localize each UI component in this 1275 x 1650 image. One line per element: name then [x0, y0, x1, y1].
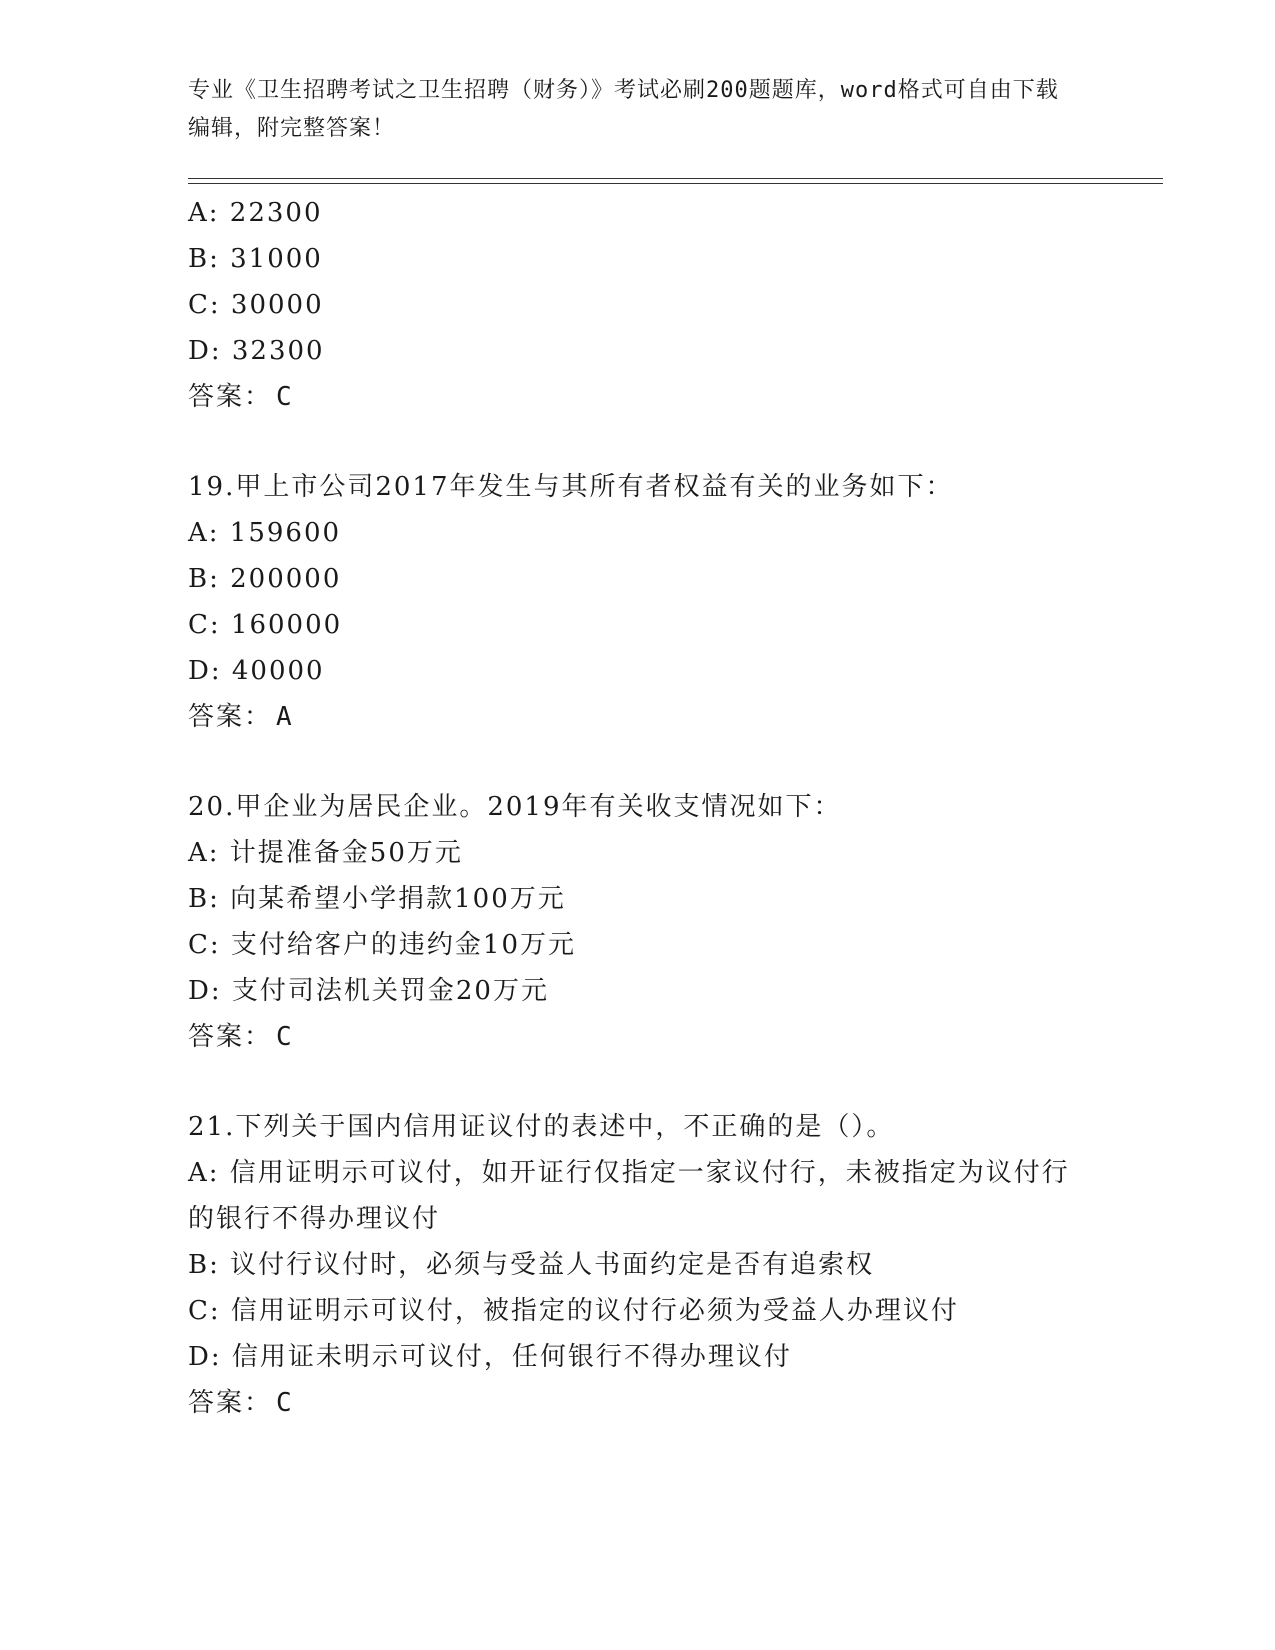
- question-18: [188, 190, 1088, 420]
- spacer: [188, 1060, 1088, 1104]
- option-b: B: 议付行议付时，必须与受益人书面约定是否有追索权: [188, 1250, 875, 1280]
- option-d: D: 40000: [188, 656, 325, 686]
- option-b: B: 200000: [188, 564, 342, 594]
- answer-value: C: [276, 1022, 294, 1052]
- option-d: D: 32300: [188, 336, 325, 366]
- option-a: A: 159600: [188, 518, 342, 548]
- header-rule-top: [188, 178, 1163, 179]
- answer-line: [188, 1380, 1088, 1426]
- question-text: 21.下列关于国内信用证议付的表述中，不正确的是（）。: [188, 1112, 895, 1142]
- option-b: B: 31000: [188, 244, 323, 274]
- header-rule-bottom: [188, 183, 1163, 184]
- answer-value: C: [276, 382, 294, 412]
- answer-line: [188, 1014, 1088, 1060]
- option-a: A: 22300: [188, 198, 323, 228]
- option-c: C: 支付给客户的违约金10万元: [188, 930, 577, 960]
- option-c: C: 160000: [188, 610, 343, 640]
- question-20: [188, 784, 1088, 1060]
- answer-label: 答案：: [188, 1022, 273, 1052]
- spacer: [188, 420, 1088, 464]
- answer-value: C: [276, 1388, 294, 1418]
- question-21: [188, 1104, 1088, 1426]
- option-b: B: 向某希望小学捐款100万元: [188, 884, 566, 914]
- document-header: 专业《卫生招聘考试之卫生招聘（财务）》考试必刷200题题库，word格式可自由下载编辑，附完整答案！: [188, 78, 1059, 141]
- question-text: 20.甲企业为居民企业。2019年有关收支情况如下：: [188, 792, 842, 822]
- option-c: C: 30000: [188, 290, 324, 320]
- answer-value: A: [276, 702, 294, 732]
- spacer: [188, 740, 1088, 784]
- option-a: A: 信用证明示可议付，如开证行仅指定一家议付行，未被指定为议付行的银行不得办理议付: [188, 1158, 1070, 1234]
- question-list: [188, 190, 1088, 1426]
- answer-label: 答案：: [188, 382, 273, 412]
- answer-label: 答案：: [188, 1388, 273, 1418]
- question-19: [188, 464, 1088, 740]
- answer-line: [188, 374, 1088, 420]
- answer-label: 答案：: [188, 702, 273, 732]
- answer-line: [188, 694, 1088, 740]
- option-d: D: 信用证未明示可议付，任何银行不得办理议付: [188, 1342, 792, 1372]
- option-d: D: 支付司法机关罚金20万元: [188, 976, 549, 1006]
- option-c: C: 信用证明示可议付，被指定的议付行必须为受益人办理议付: [188, 1296, 959, 1326]
- question-text: 19.甲上市公司2017年发生与其所有者权益有关的业务如下：: [188, 472, 954, 502]
- option-a: A: 计提准备金50万元: [188, 838, 463, 868]
